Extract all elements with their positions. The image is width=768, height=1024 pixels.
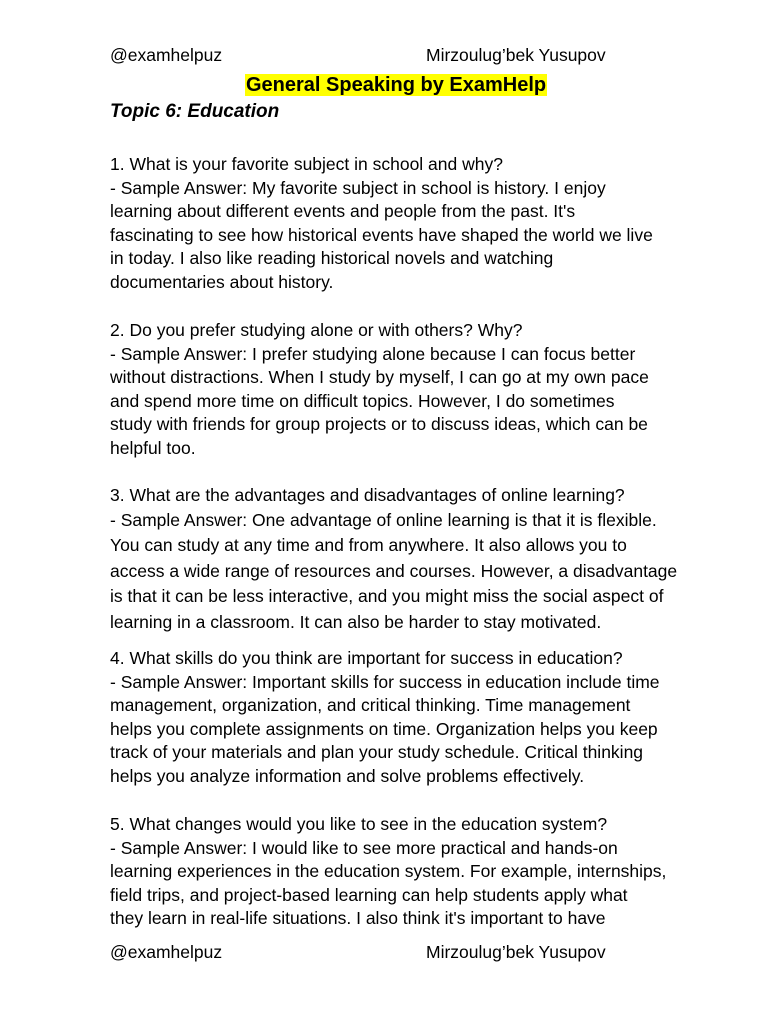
answer-2-line: without distractions. When I study by myself, I can go at my own pace: [110, 367, 649, 387]
question-3: 3. What are the advantages and disadvantages of online learning?: [110, 485, 625, 505]
answer-5-line: they learn in real-life situations. I also think it's important to have: [110, 908, 606, 928]
answer-4-line: helps you complete assignments on time. Organization helps you keep: [110, 718, 658, 739]
topic-heading: Topic 6: Education: [110, 101, 280, 122]
footer-author: Mirzoulug’bek Yusupov: [426, 942, 606, 962]
answer-1-line: documentaries about history.: [110, 271, 334, 292]
answer-2-line: study with friends for group projects or to discuss ideas, which can be: [110, 414, 648, 434]
answer-5-line: - Sample Answer: I would like to see more practical and hands-on: [110, 837, 618, 858]
question-2: 2. Do you prefer studying alone or with others? Why?: [110, 320, 523, 340]
answer-2-line: - Sample Answer: I prefer studying alone because I can focus better: [110, 343, 636, 364]
header-handle: @examhelpuz: [110, 45, 223, 65]
answer-2-line: helpful too.: [110, 437, 196, 458]
qa-block-3: [110, 484, 730, 635]
answer-3-line: - Sample Answer: One advantage of online learning is that it is flexible.: [110, 509, 657, 530]
answer-3-line: You can study at any time and from anywhere. It also allows you to: [110, 535, 627, 555]
answer-1-line: learning about different events and people from the past. It's: [110, 201, 576, 221]
answer-1-line: - Sample Answer: My favorite subject in school is history. I enjoy: [110, 177, 606, 198]
answer-1-line: in today. I also like reading historical novels and watching: [110, 248, 554, 268]
header-author: Mirzoulug’bek Yusupov: [426, 45, 606, 65]
answer-4-line: track of your materials and plan your study schedule. Critical thinking: [110, 742, 644, 762]
answer-3-line: access a wide range of resources and courses. However, a disadvantage: [110, 560, 678, 581]
qa-block-4: [110, 647, 730, 788]
answer-5-line: learning experiences in the education system. For example, internships,: [110, 861, 667, 881]
answer-1-line: fascinating to see how historical events have shaped the world we live: [110, 224, 653, 245]
question-5: 5. What changes would you like to see in the education system?: [110, 814, 608, 834]
answer-4-line: - Sample Answer: Important skills for success in education include time: [110, 671, 660, 692]
answer-5-line: field trips, and project-based learning can help students apply what: [110, 884, 628, 905]
answer-4-line: management, organization, and critical thinking. Time management: [110, 695, 631, 715]
qa-block-2: [110, 319, 730, 460]
question-4: 4. What skills do you think are important for success in education?: [110, 648, 623, 668]
qa-block-1: [110, 153, 730, 294]
document-title: General Speaking by ExamHelp: [246, 74, 547, 96]
qa-block-5: [110, 813, 730, 931]
answer-3-line: is that it can be less interactive, and you might miss the social aspect of: [110, 586, 664, 606]
title-highlight: [245, 73, 547, 97]
answer-4-line: helps you analyze information and solve problems effectively.: [110, 765, 585, 786]
answer-2-line: and spend more time on difficult topics. However, I do sometimes: [110, 390, 615, 411]
footer-handle: @examhelpuz: [110, 942, 223, 962]
question-1: 1. What is your favorite subject in school and why?: [110, 154, 503, 174]
answer-3-line: learning in a classroom. It can also be harder to stay motivated.: [110, 611, 602, 632]
